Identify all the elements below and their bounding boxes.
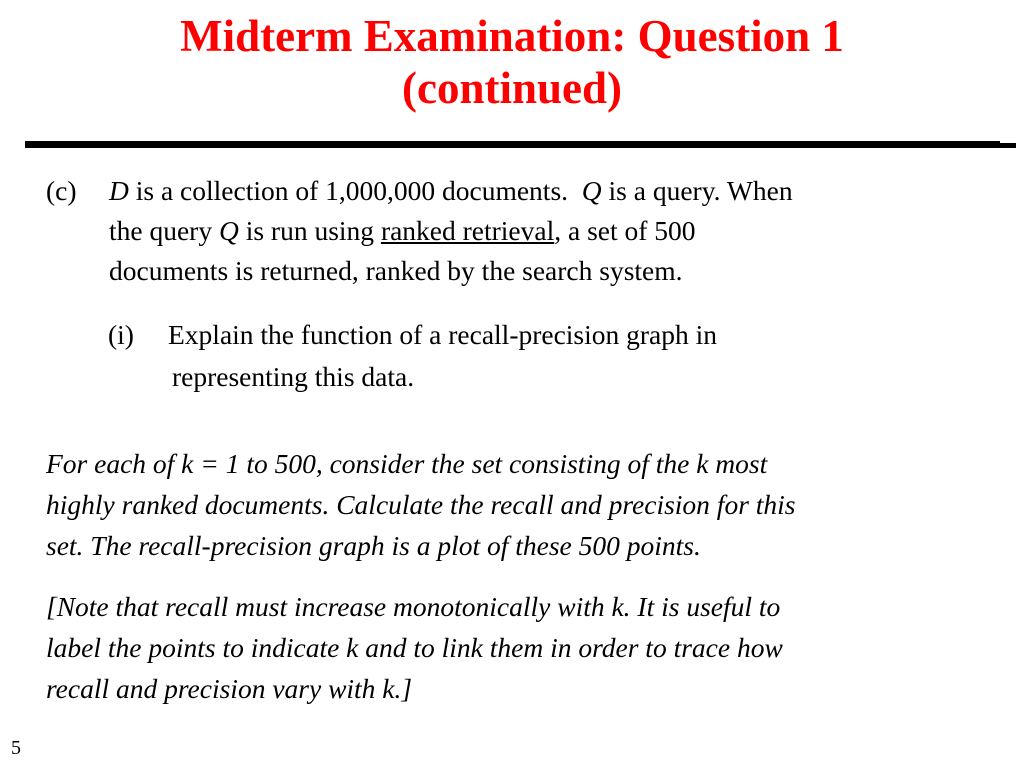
question-c-line-2-part-c: , a set of 500 bbox=[554, 215, 696, 246]
note-paragraph bbox=[46, 587, 996, 710]
title-divider bbox=[25, 141, 1000, 148]
question-c-label: (c) bbox=[46, 175, 77, 206]
page-number: 5 bbox=[11, 737, 21, 759]
slide-title bbox=[0, 10, 1024, 114]
question-c bbox=[46, 171, 976, 291]
note-line-3: recall and precision vary with k.] bbox=[46, 673, 413, 704]
question-i bbox=[108, 315, 968, 399]
question-c-line-2-part-a: the query bbox=[109, 215, 219, 246]
question-c-line-1-part-a: is a collection of 1,000,000 documents. bbox=[128, 175, 582, 206]
answer-line-2: highly ranked documents. Calculate the recall and precision for this bbox=[46, 489, 796, 520]
ranked-retrieval-term: ranked retrieval bbox=[380, 215, 555, 246]
note-line-1: [Note that recall must increase monotonically with k. It is useful to bbox=[46, 591, 781, 622]
answer-line-3: set. The recall-precision graph is a plot of these 500 points. bbox=[46, 530, 701, 561]
answer-line-1: For each of k = 1 to 500, consider the set consisting of the k most bbox=[46, 448, 768, 479]
question-c-line-2-part-b: is run using bbox=[238, 215, 381, 246]
question-c-line-3-text: documents is returned, ranked by the search system. bbox=[109, 255, 683, 286]
question-i-line-1-text: Explain the function of a recall-precision graph in bbox=[168, 319, 718, 350]
question-c-line-3 bbox=[46, 251, 976, 291]
slide-title-line-2: (continued) bbox=[401, 63, 622, 113]
variable-d: D bbox=[109, 175, 129, 206]
question-c-line-2-text bbox=[109, 211, 696, 251]
question-i-line-2-text: representing this data. bbox=[172, 361, 415, 392]
variable-q: Q bbox=[581, 175, 602, 206]
question-i-line-2 bbox=[108, 357, 968, 399]
answer-paragraph bbox=[46, 444, 996, 567]
note-line-2: label the points to indicate k and to link them in order to trace how bbox=[46, 632, 783, 663]
question-c-line-2 bbox=[46, 211, 976, 251]
question-c-line-1-part-b: is a query. When bbox=[601, 175, 793, 206]
slide-title-line-1: Midterm Examination: Question 1 bbox=[180, 11, 844, 61]
variable-q-2: Q bbox=[218, 215, 239, 246]
question-c-line-1 bbox=[46, 171, 976, 211]
question-i-line-1 bbox=[108, 315, 968, 357]
question-c-line-1-text bbox=[109, 171, 793, 211]
title-divider-accent bbox=[998, 143, 1016, 148]
question-i-label: (i) bbox=[108, 319, 134, 350]
